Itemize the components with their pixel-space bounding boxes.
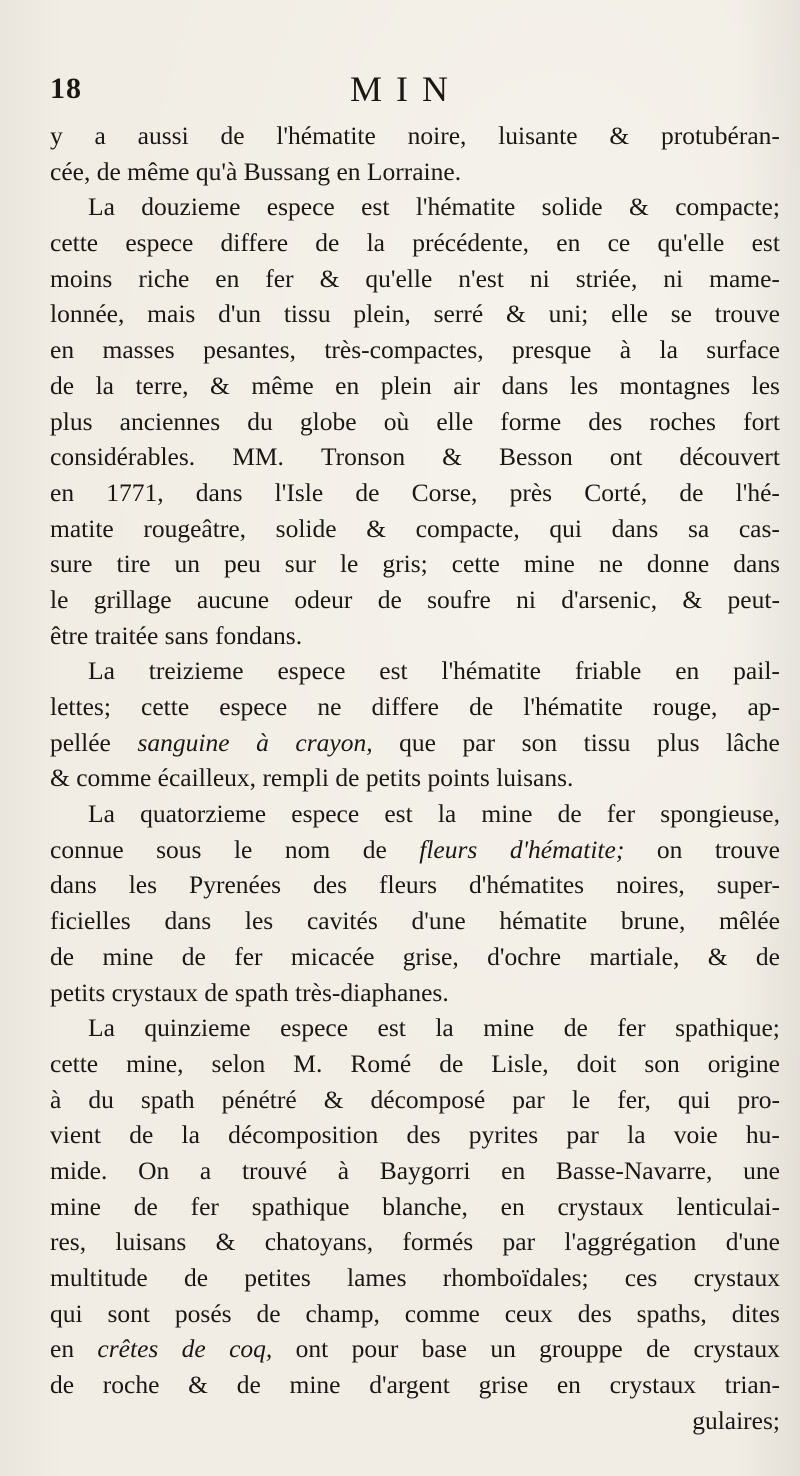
- text-line: en masses pesantes, très-compactes, presque à la surface: [50, 335, 780, 365]
- text-line: être traitée sans fondans.: [50, 620, 303, 650]
- text-line: vient de la décomposition des pyrites par la voie hu-: [50, 1120, 780, 1150]
- text-line: en 1771, dans l'Isle de Corse, près Corté, de l'hé-: [50, 477, 780, 507]
- page-number: 18: [50, 72, 82, 105]
- text-line: mine de fer spathique blanche, en crystaux lenticulai-: [50, 1191, 780, 1221]
- text-line: cée, de même qu'à Bussang en Lorraine.: [50, 156, 462, 186]
- running-head: [50, 68, 750, 112]
- text-line: & comme écailleux, rempli de petits points luisans.: [50, 763, 574, 793]
- text-line: en crêtes de coq, ont pour base un grouppe de crystaux: [50, 1334, 780, 1364]
- text-line: La douzieme espece est l'hématite solide & compacte;: [88, 192, 780, 222]
- text-line: matite rougeâtre, solide & compacte, qui dans sa cas-: [50, 513, 780, 543]
- text-line: dans les Pyrenées des fleurs d'hématites noires, super-: [50, 870, 780, 900]
- text-line: cette espece differe de la précédente, en ce qu'elle est: [50, 228, 780, 258]
- body-text: [50, 118, 780, 1438]
- text-line: moins riche en fer & qu'elle n'est ni striée, ni mame-: [50, 263, 780, 293]
- text-line: mide. On a trouvé à Baygorri en Basse-Navarre, une: [50, 1155, 780, 1185]
- text-line: sure tire un peu sur le gris; cette mine ne donne dans: [50, 549, 780, 579]
- text-line: La quinzieme espece est la mine de fer spathique;: [88, 1013, 780, 1043]
- text-line: qui sont posés de champ, comme ceux des spaths, dites: [50, 1298, 780, 1328]
- text-line: lonnée, mais d'un tissu plein, serré & uni; elle se trouve: [50, 299, 780, 329]
- text-line: petits crystaux de spath très-diaphanes.: [50, 977, 449, 1007]
- text-line: de la terre, & même en plein air dans les montagnes les: [50, 370, 780, 400]
- text-line: le grillage aucune odeur de soufre ni d'arsenic, & peut-: [50, 584, 780, 614]
- running-head-title: MIN: [350, 69, 462, 109]
- text-line: La quatorzieme espece est la mine de fer spongieuse,: [88, 799, 780, 829]
- text-line: ficielles dans les cavités d'une hématite brune, mêlée: [50, 906, 780, 936]
- text-line: pellée sanguine à crayon, que par son tissu plus lâche: [50, 727, 780, 757]
- text-line: y a aussi de l'hématite noire, luisante & protubéran-: [50, 121, 780, 150]
- text-line: connue sous le nom de fleurs d'hématite; on trouve: [50, 834, 780, 864]
- text-line: à du spath pénétré & décomposé par le fer, qui pro-: [50, 1084, 780, 1114]
- text-line: La treizieme espece est l'hématite friable en pail-: [88, 656, 780, 686]
- text-line: de roche & de mine d'argent grise en crystaux trian-: [50, 1370, 780, 1400]
- text-line: plus anciennes du globe où elle forme des roches fort: [50, 406, 780, 436]
- text-line: lettes; cette espece ne differe de l'hématite rouge, ap-: [50, 692, 780, 721]
- text-line: res, luisans & chatoyans, formés par l'aggrégation d'une: [50, 1227, 780, 1257]
- text-line: gulaires;: [692, 1405, 780, 1435]
- text-line: cette mine, selon M. Romé de Lisle, doit son origine: [50, 1048, 780, 1078]
- text-line: considérables. MM. Tronson & Besson ont découvert: [50, 442, 780, 472]
- text-line: multitude de petites lames rhomboïdales; ces crystaux: [50, 1263, 780, 1292]
- text-line: de mine de fer micacée grise, d'ochre martiale, & de: [50, 941, 780, 971]
